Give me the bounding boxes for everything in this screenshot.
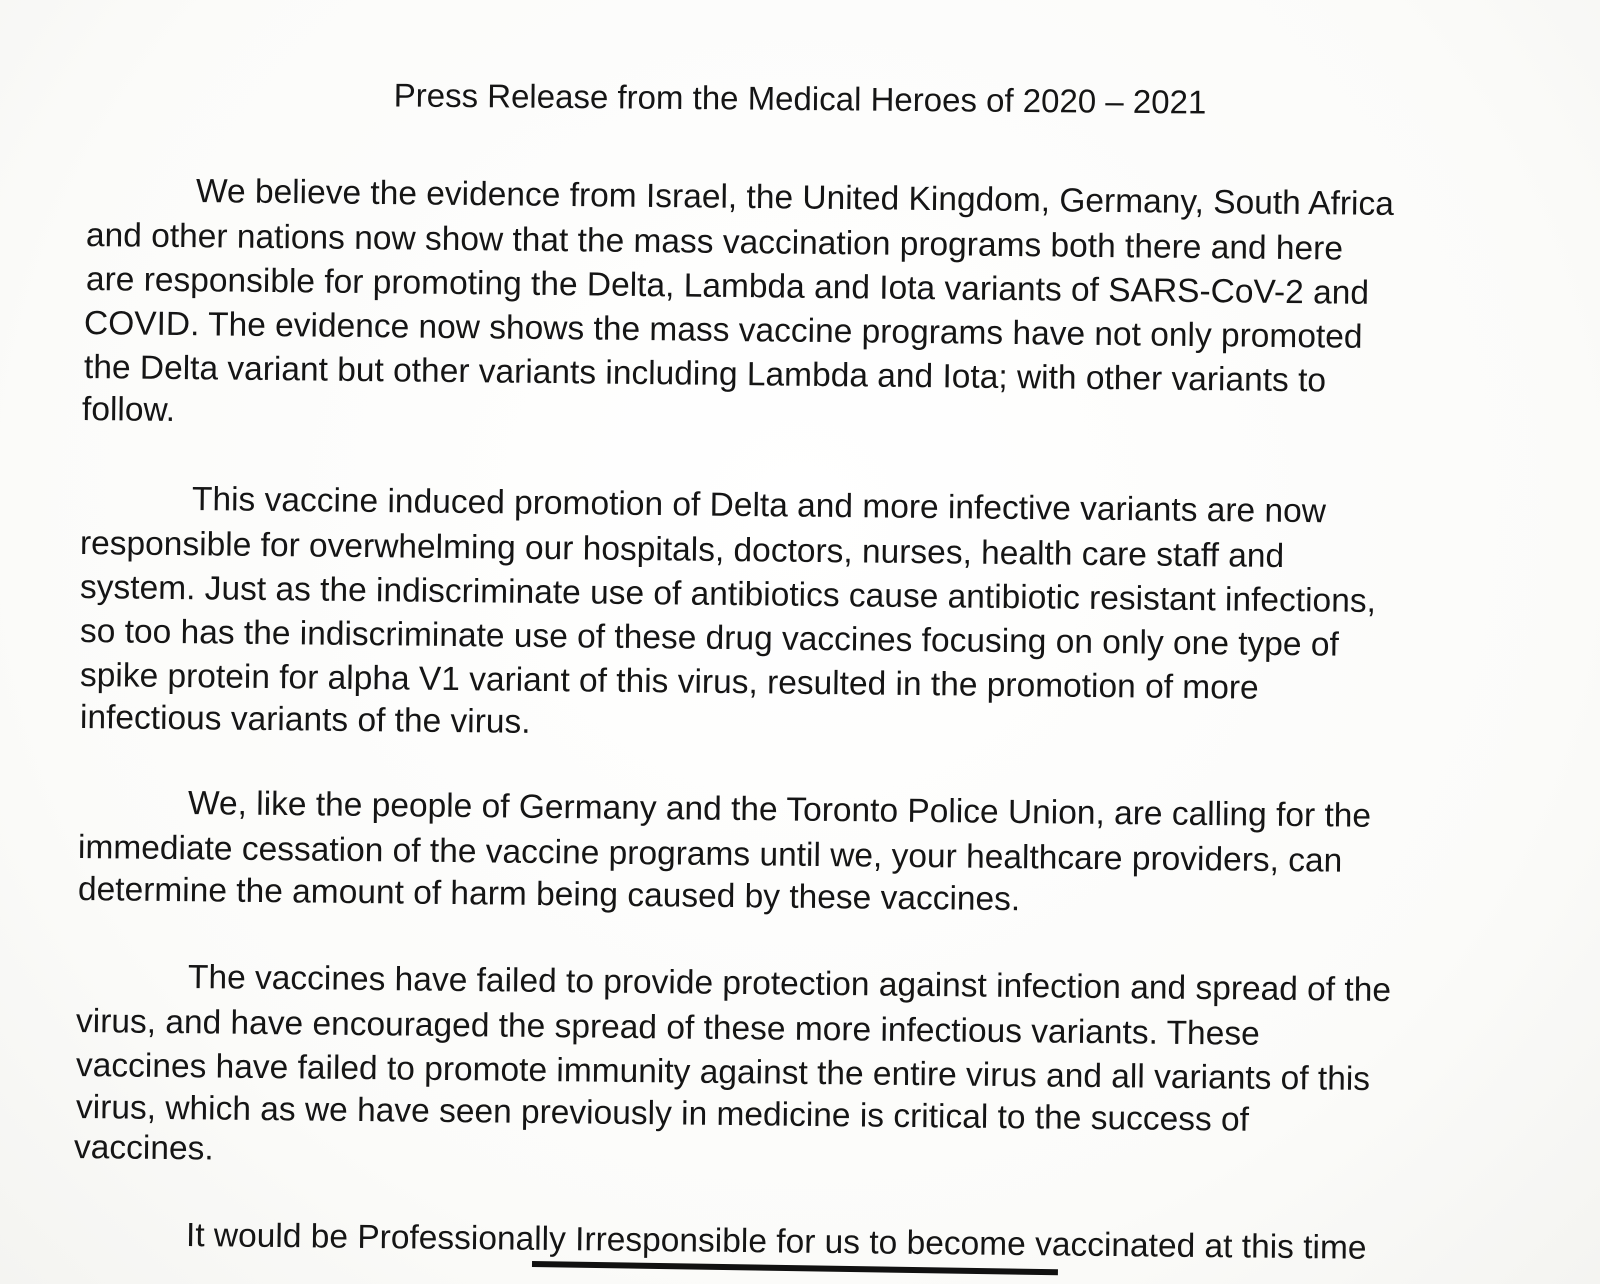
paragraph-1-line-5: the Delta variant but other variants including Lambda and Iota; with other variants to [83,349,1327,400]
paragraph-4-line-1: The vaccines have failed to provide protection against infection and spread of the [187,959,1392,1010]
paragraph-2-line-2: responsible for overwhelming our hospitals, doctors, nurses, health care staff and [79,525,1285,576]
paragraph-1-line-3: are responsible for promoting the Delta, Lambda and Iota variants of SARS-CoV-2 and [85,261,1370,312]
paragraph-4-line-2: virus, and have encouraged the spread of these more infectious variants. These [75,1003,1260,1053]
paragraph-1-line-1: We believe the evidence from Israel, the United Kingdom, Germany, South Africa [195,173,1395,223]
paragraph-2-line-4: so too has the indiscriminate use of these drug vaccines focusing on only one type of [79,613,1340,664]
paragraph-2-line-3: system. Just as the indiscriminate use of antibiotics cause antibiotic resistant infections, [79,569,1377,621]
paragraph-5-line-1: It would be Professionally Irresponsible for us to become vaccinated at this time [185,1217,1367,1267]
press-release-title: Press Release from the Medical Heroes of 2020 – 2021 [393,76,1207,121]
paragraph-4-line-5: vaccines. [73,1129,214,1168]
paragraph-3-line-2: immediate cessation of the vaccine programs until we, your healthcare providers, can [77,829,1343,880]
paragraph-1-line-4: COVID. The evidence now shows the mass vaccine programs have not only promoted [83,305,1363,356]
paragraph-2-line-6: infectious variants of the virus. [79,699,531,741]
paragraph-3-line-3: determine the amount of harm being caused by these vaccines. [77,871,1021,919]
paragraph-3-line-1: We, like the people of Germany and the Toronto Police Union, are calling for the [187,785,1372,835]
paragraph-2-line-1: This vaccine induced promotion of Delta and more infective variants are now [191,481,1327,531]
paragraph-2-line-5: spike protein for alpha V1 variant of this virus, resulted in the promotion of more [79,657,1259,707]
paragraph-1-line-6: follow. [81,391,176,430]
paragraph-4-line-3: vaccines have failed to promote immunity against the entire virus and all variants of this [75,1047,1371,1099]
paragraph-1-line-2: and other nations now show that the mass vaccination programs both there and here [85,217,1344,268]
paragraph-4-line-4: virus, which as we have seen previously in medicine is critical to the success of [75,1089,1250,1139]
